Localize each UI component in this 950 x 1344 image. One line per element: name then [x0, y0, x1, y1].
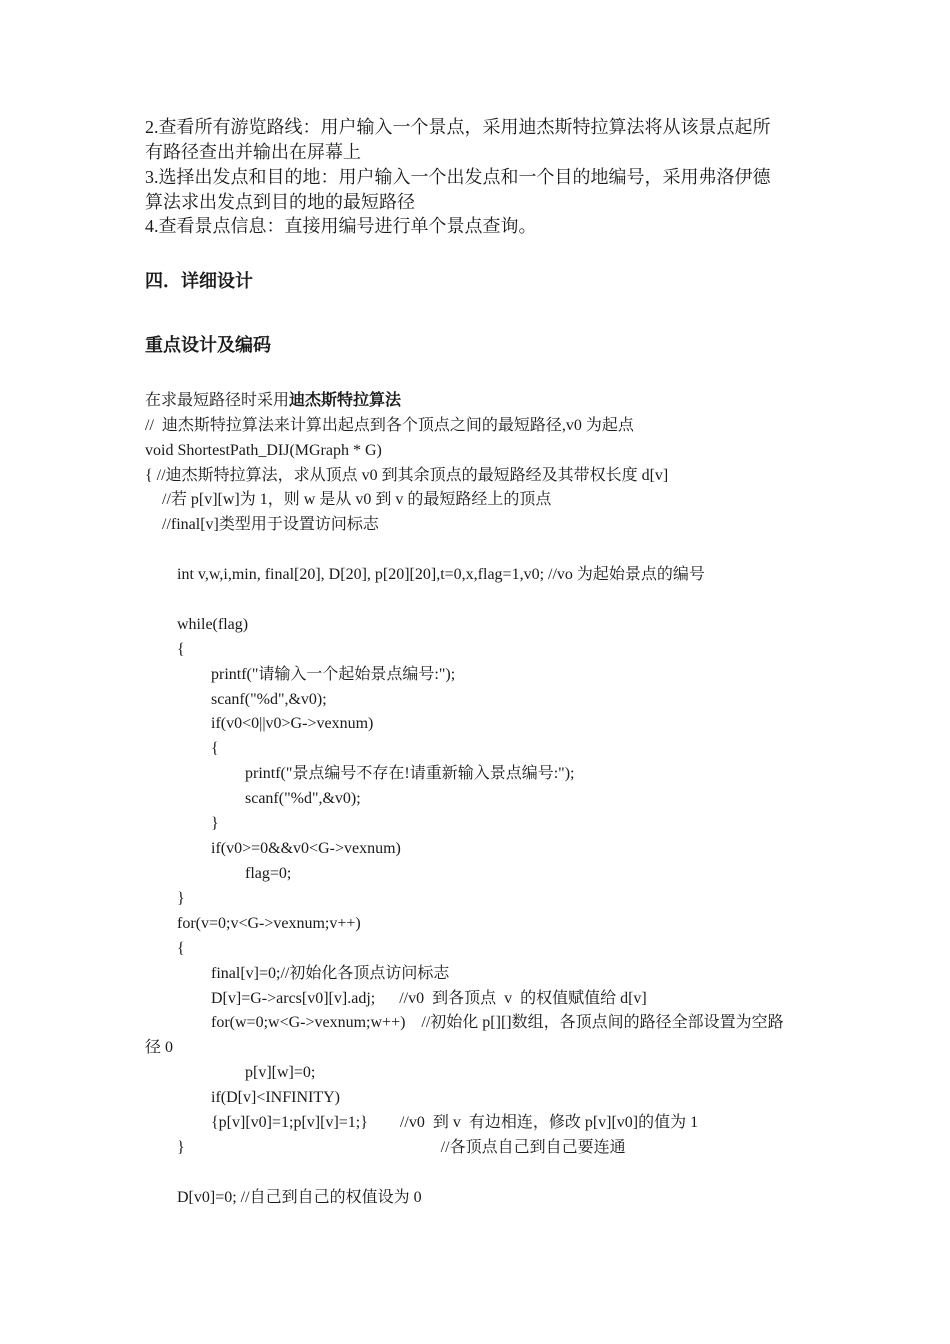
code-line: D[v0]=0; //自己到自己的权值设为 0	[177, 1189, 422, 1206]
intro-line-4: 算法求出发点到目的地的最短路径	[145, 192, 415, 212]
intro-line-5: 4.查看景点信息：直接用编号进行单个景点查询。	[145, 216, 537, 236]
code-line: void ShortestPath_DIJ(MGraph * G)	[145, 442, 382, 459]
intro-line-1: 2.查看所有游览路线：用户输入一个景点，采用迪杰斯特拉算法将从该景点起所	[145, 117, 771, 137]
code-line: { //迪杰斯特拉算法，求从顶点 v0 到其余顶点的最短路经及其带权长度 d[v]	[145, 467, 669, 484]
code-line: int v,w,i,min, final[20], D[20], p[20][20],t=0,x,flag=1,v0; //vo 为起始景点的编号	[177, 566, 705, 583]
code-line: printf("请输入一个起始景点编号:");	[211, 666, 456, 683]
section-heading: 四．详细设计	[145, 271, 253, 292]
code-line: scanf("%d",&v0);	[245, 790, 361, 807]
algorithm-line-prefix: 在求最短路径时采用	[145, 392, 290, 409]
intro-line-3: 3.选择出发点和目的地：用户输入一个出发点和一个目的地编号，采用弗洛伊德	[145, 167, 771, 187]
code-line: } //各顶点自己到自己要连通	[177, 1139, 626, 1156]
code-line: while(flag)	[177, 616, 249, 633]
code-line: if(v0<0||v0>G->vexnum)	[211, 715, 374, 732]
code-line: p[v][w]=0;	[245, 1064, 316, 1081]
algorithm-name: 迪杰斯特拉算法	[289, 392, 402, 409]
code-line: for(w=0;w<G->vexnum;w++) //初始化 p[][]数组，各顶点间的路径全部设置为空路	[211, 1014, 784, 1031]
code-line: {	[211, 740, 219, 757]
code-line: printf("景点编号不存在!请重新输入景点编号:");	[245, 765, 575, 782]
code-line: // 迪杰斯特拉算法来计算出起点到各个顶点之间的最短路径,v0 为起点	[145, 417, 634, 434]
code-line: }	[211, 815, 219, 832]
code-line: //final[v]类型用于设置访问标志	[162, 516, 379, 533]
code-line: for(v=0;v<G->vexnum;v++)	[177, 915, 361, 932]
code-line: scanf("%d",&v0);	[211, 691, 327, 708]
code-line: {	[177, 940, 185, 957]
code-line: }	[177, 890, 185, 907]
algorithm-line	[145, 391, 401, 411]
code-line: if(v0>=0&&v0<G->vexnum)	[211, 840, 401, 857]
code-line: {	[177, 641, 185, 658]
code-line: //若 p[v][w]为 1，则 w 是从 v0 到 v 的最短路经上的顶点	[162, 491, 552, 508]
intro-line-2: 有路径查出并输出在屏幕上	[145, 142, 361, 162]
code-line: D[v]=G->arcs[v0][v].adj; //v0 到各顶点 v 的权值赋值给 d[v]	[211, 990, 647, 1007]
code-line: final[v]=0;//初始化各顶点访问标志	[211, 965, 450, 982]
code-line: if(D[v]<INFINITY)	[211, 1089, 340, 1106]
code-line: flag=0;	[245, 865, 292, 882]
sub-heading: 重点设计及编码	[145, 335, 271, 356]
code-line: {p[v][v0]=1;p[v][v]=1;} //v0 到 v 有边相连，修改 p[v][v0]的值为 1	[211, 1114, 699, 1131]
code-line: 径 0	[145, 1039, 174, 1056]
